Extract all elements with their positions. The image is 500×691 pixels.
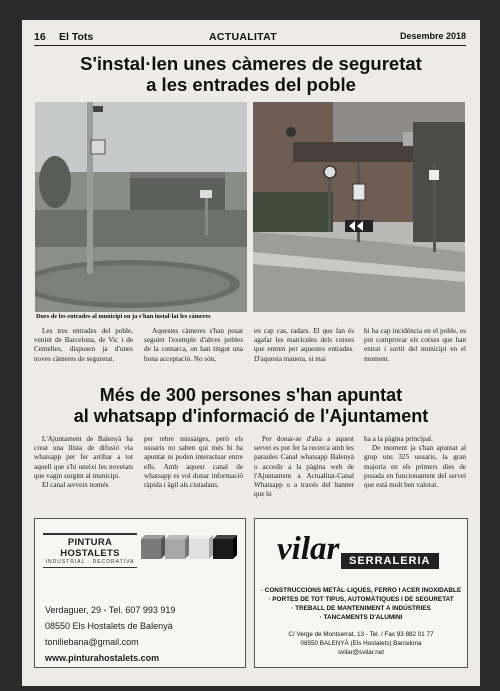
article1-column-2: Aquestes càmeres s'han posat seguint l'exemple d'altres pobles de la comarca, on han tingut una bona acceptació. No són, — [144, 327, 243, 363]
pintura-city: 08550 Els Hostalets de Balenyà — [45, 621, 173, 631]
article2-column-2: per rebre missatges, però els usuaris no saben qui més hi ha apuntat ni poden interactuar entre ells. Amb aquest canal de whatsapp es vol donar informació ràpida i àgil als ciutadans. — [144, 435, 243, 490]
ad-vilar-serralleria[interactable] — [254, 518, 468, 668]
pintura-email[interactable]: toniliebana@gmail.com — [45, 637, 139, 647]
section-name: ACTUALITAT — [209, 31, 277, 43]
article2-column-4: ha a la pàgina principal. De moment ja s'han apuntat al grup uns 325 usuaris, la gran majoria en els primers dies de posada en funcionament del servei que està molt ben valorat. — [364, 435, 466, 490]
camera-photo-right — [253, 102, 465, 312]
camera-photo-right-image — [253, 102, 465, 312]
paint-cubes-icon — [139, 529, 239, 563]
article2-column-3: Per donar-se d'alta a aquest servei es pot fer la recerca amb les paraules Canal whatsapp Balenyà o accedir a la pàgina web de l'Ajuntament a Actualitat-Canal Whatsapp o a través del banner que hi — [254, 435, 354, 499]
header-divider — [34, 45, 466, 46]
vilar-service: · TREBALL DE MANTENIMENT A INDÚSTRIES — [291, 605, 431, 612]
vilar-address: C/ Verge de Montserrat, 13 - Tel. / Fax 93 882 01 77 — [288, 631, 434, 638]
camera-photo-left-image — [35, 102, 247, 312]
camera-photo-left — [35, 102, 247, 312]
vilar-email[interactable]: svilar@svilar.net — [338, 649, 384, 656]
vilar-city: 08550 BALENYÀ (Els Hostalets) Barcelona — [300, 640, 422, 647]
vilar-logo: vilar — [277, 531, 340, 567]
vilar-service: · TANCAMENTS D'ALUMINI — [319, 614, 403, 621]
pintura-website[interactable]: www.pinturahostalets.com — [45, 653, 160, 663]
article1-headline: S'instal·len unes càmeres de seguretat a les entrades del poble — [80, 53, 422, 96]
vilar-subtitle: SERRALERIA — [341, 553, 439, 569]
photo-caption: Dues de les entrades al municipi on ja s'han instal·lat les càmeres — [36, 313, 211, 320]
article2-headline: Més de 300 persones s'han apuntat al whatsapp d'informació de l'Ajuntament — [73, 385, 429, 426]
article1-column-4: hi ha cap incidència en el poble, es pot comprovar els cotxes que han entrat i sortit del municipi en el moment. — [364, 327, 466, 363]
pintura-logo: PINTURA HOSTALETS INDUSTRIAL · DECORATIVA — [43, 533, 137, 568]
article1-column-3: en cap cas, radars. El que fan és agafar les matrícules dels cotxes que entren per aquestes entrades. D'aquesta manera, si mai — [254, 327, 354, 363]
vilar-service: · CONSTRUCCIONS METÀL·LIQUES, FERRO I ACER INOXIDABLE — [260, 587, 462, 594]
page-number: 16 — [34, 31, 46, 43]
article2-column-1: L'Ajuntament de Balenyà ha creat una llista de difusió via whatsapp per fer arribar a tot aquell que s'hi uneixi les novetats que vagin sorgint al municipi. El canal serveix només — [34, 435, 133, 490]
ad-pintura-hostalets[interactable] — [34, 518, 246, 668]
pintura-address: Verdaguer, 29 - Tel. 607 993 919 — [45, 605, 176, 615]
vilar-service: · PORTES DE TOT TIPUS, AUTOMÀTIQUES I DE SEGURETAT — [268, 596, 454, 603]
magazine-page — [22, 20, 480, 686]
article1-column-1: Les tres entrades del poble, venint de Barcelona, de Vic i de Centelles, disposen ja d'unes noves càmeres de seguretat. — [34, 327, 133, 363]
magazine-name: El Tots — [59, 31, 94, 43]
issue-date: Desembre 2018 — [399, 31, 466, 41]
